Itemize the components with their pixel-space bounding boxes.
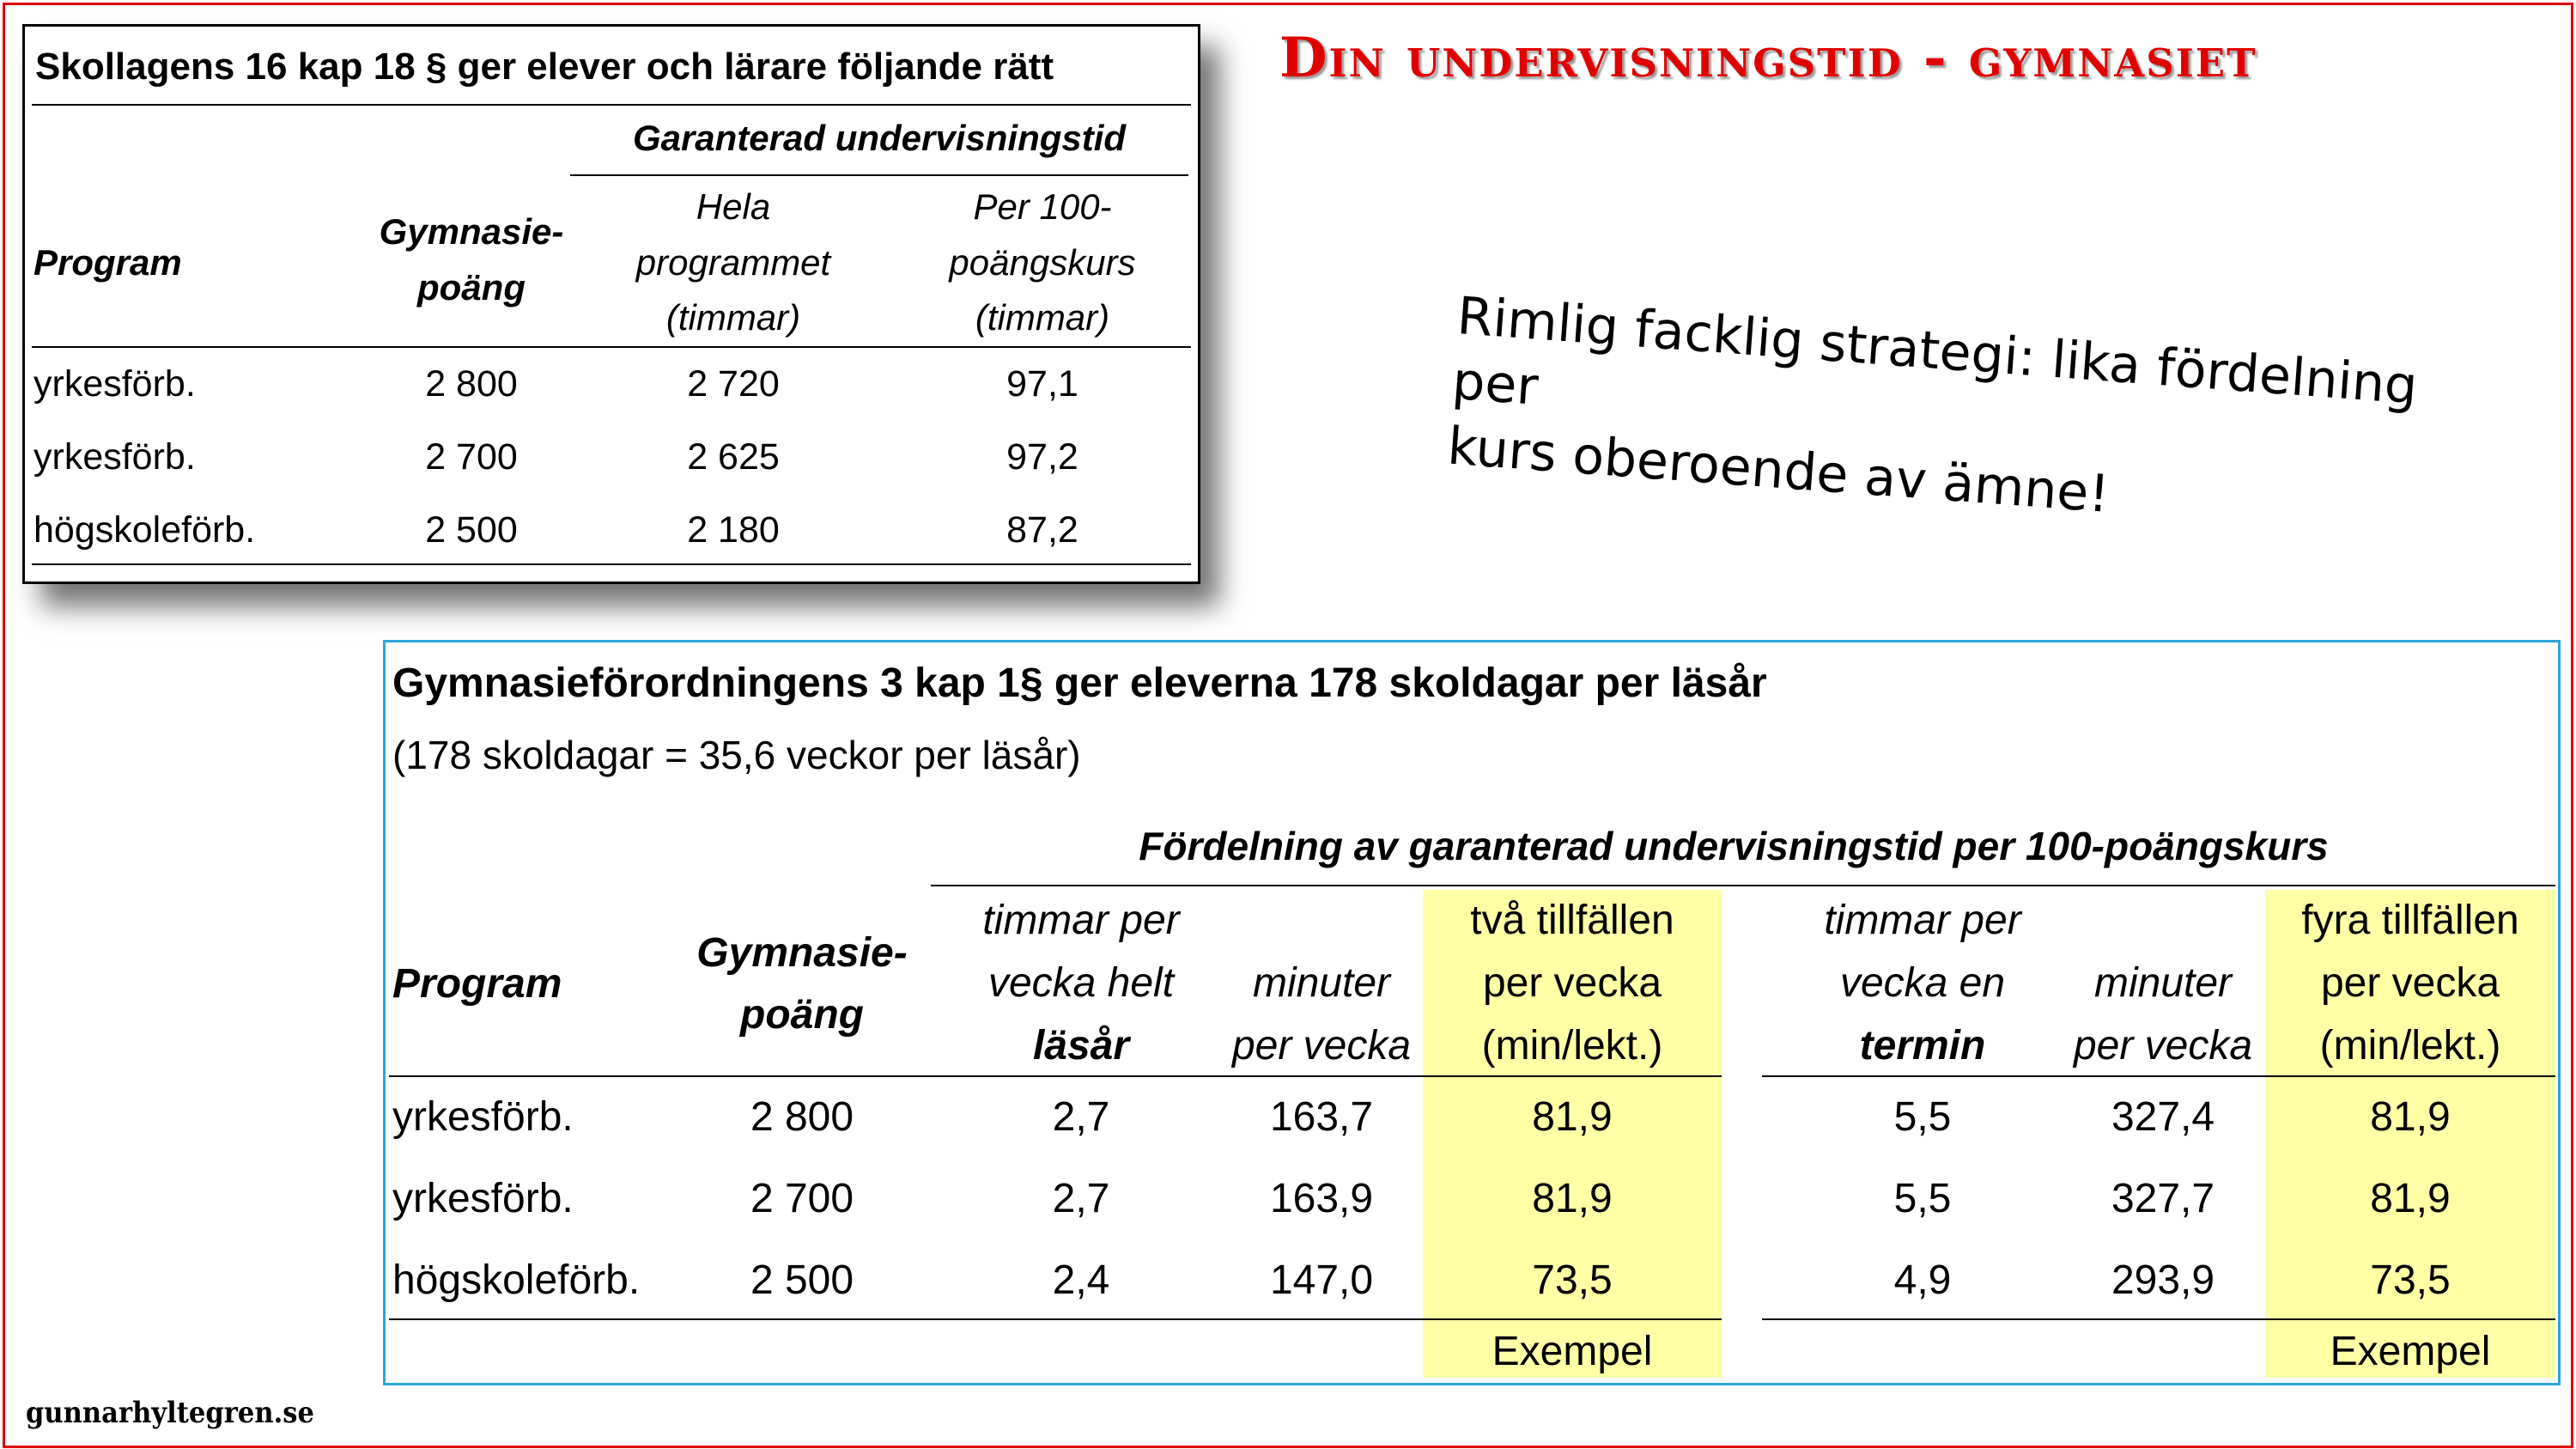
- col-hy-header-l3: läsår: [1032, 1023, 1130, 1068]
- divider: [32, 104, 1191, 106]
- forordning-table-box: [383, 640, 2561, 1385]
- table-cell: 5,5: [1893, 1094, 1952, 1140]
- page-title: Din undervisningstid - gymnasiet: [1279, 26, 2257, 90]
- skollag-table-box: [22, 24, 1200, 584]
- table-cell: 2 500: [750, 1257, 854, 1303]
- col-ht-header-l2: vecka en: [1839, 960, 2006, 1006]
- strategy-line-2: kurs oberoende av ämne!: [1445, 416, 2111, 525]
- col-ht-header-l1: timmar per: [1824, 898, 2021, 943]
- table-cell: 2 180: [687, 509, 780, 551]
- col-min2-header-l2: per vecka: [2073, 1023, 2253, 1068]
- col-whole-header-l1: Hela: [696, 186, 771, 227]
- table-cell: 4,9: [1893, 1257, 1952, 1303]
- divider: [389, 1318, 1722, 1320]
- table-cell: 2 625: [687, 436, 780, 478]
- divider: [570, 174, 1188, 176]
- table-cell: yrkesförb.: [33, 363, 196, 405]
- site-url: gunnarhyltegren.se: [26, 1396, 314, 1430]
- col-min2-header-l1: minuter: [2093, 960, 2233, 1006]
- table-cell: 163,9: [1269, 1176, 1374, 1221]
- col-four-header-l3: (min/lekt.): [2319, 1023, 2501, 1068]
- table-cell: 2 500: [425, 509, 518, 551]
- col-two-header-l3: (min/lekt.): [1481, 1023, 1663, 1068]
- divider: [32, 563, 1191, 565]
- divider: [32, 346, 1191, 348]
- example-label: Exempel: [1492, 1329, 1653, 1374]
- divider: [1762, 1075, 2555, 1077]
- table-cell: yrkesförb.: [392, 1094, 574, 1140]
- col-per100-header-l3: (timmar): [975, 297, 1110, 338]
- table-cell: 2 700: [425, 436, 518, 478]
- table-cell: yrkesförb.: [392, 1176, 574, 1221]
- table-cell: 2 720: [687, 363, 780, 405]
- col-min1-header-l2: per vecka: [1231, 1023, 1412, 1068]
- col-program-header: Program: [392, 961, 562, 1007]
- table-cell: 147,0: [1269, 1257, 1374, 1303]
- table-cell: 327,7: [2111, 1176, 2215, 1221]
- col-whole-header-l2: programmet: [635, 242, 831, 283]
- table-cell: 2,7: [1052, 1176, 1110, 1221]
- table-cell: 327,4: [2111, 1094, 2215, 1140]
- col-whole-header-l3: (timmar): [665, 297, 801, 338]
- table-cell: högskoleförb.: [33, 509, 256, 551]
- divider: [1762, 1318, 2555, 1320]
- table-cell: 163,7: [1269, 1094, 1374, 1140]
- col-points-header-l1: Gymnasie-: [379, 211, 564, 252]
- group-header: Fördelning av garanterad undervisningstid per 100-poängskurs: [1139, 824, 2329, 868]
- group-header: Garanterad undervisningstid: [632, 118, 1127, 158]
- forordning-heading: Gymnasieförordningens 3 kap 1§ ger eleverna 178 skoldagar per läsår: [392, 661, 1767, 706]
- forordning-subheading: (178 skoldagar = 35,6 veckor per läsår): [392, 733, 1081, 777]
- table-cell: högskoleförb.: [392, 1257, 641, 1303]
- table-cell: 2 800: [425, 363, 518, 405]
- table-cell: 2,4: [1052, 1257, 1110, 1303]
- divider: [931, 885, 2555, 886]
- col-per100-header-l2: poängskurs: [949, 242, 1136, 283]
- col-hy-header-l2: vecka helt: [987, 960, 1175, 1006]
- col-program-header: Program: [33, 242, 182, 283]
- col-hy-header-l1: timmar per: [982, 898, 1180, 943]
- col-points-header-l2: poäng: [417, 267, 526, 307]
- col-min1-header-l1: minuter: [1252, 960, 1391, 1006]
- example-label: Exempel: [2330, 1329, 2491, 1374]
- table-cell: yrkesförb.: [33, 436, 196, 478]
- table-cell: 81,9: [2370, 1176, 2451, 1221]
- table-cell: 81,9: [1532, 1176, 1613, 1221]
- table-cell: 2,7: [1052, 1094, 1110, 1140]
- divider: [389, 1075, 1722, 1077]
- col-points-header-l2: poäng: [740, 992, 864, 1038]
- col-four-header-l2: per vecka: [2320, 960, 2500, 1006]
- col-points-header-l1: Gymnasie-: [696, 930, 908, 976]
- table-cell: 97,1: [1006, 363, 1078, 405]
- table-cell: 293,9: [2111, 1257, 2215, 1303]
- table-cell: 2 800: [750, 1094, 854, 1140]
- table-cell: 73,5: [2370, 1257, 2451, 1303]
- col-four-header-l1: fyra tillfällen: [2301, 898, 2519, 943]
- table-cell: 81,9: [1532, 1094, 1613, 1140]
- skollag-table-heading: Skollagens 16 kap 18 § ger elever och lärare följande rätt: [35, 46, 1054, 88]
- table-cell: 5,5: [1893, 1176, 1952, 1221]
- col-per100-header-l1: Per 100-: [973, 186, 1112, 227]
- strategy-line-1: Rimlig facklig strategi: lika fördelning per: [1450, 285, 2420, 417]
- col-two-header-l2: per vecka: [1482, 960, 1662, 1006]
- col-ht-header-l3: termin: [1859, 1023, 1986, 1068]
- col-two-header-l1: två tillfällen: [1470, 898, 1674, 943]
- table-cell: 73,5: [1532, 1257, 1613, 1303]
- table-cell: 2 700: [750, 1176, 854, 1221]
- table-cell: 81,9: [2370, 1094, 2451, 1140]
- table-cell: 97,2: [1006, 436, 1078, 478]
- table-cell: 87,2: [1006, 509, 1078, 551]
